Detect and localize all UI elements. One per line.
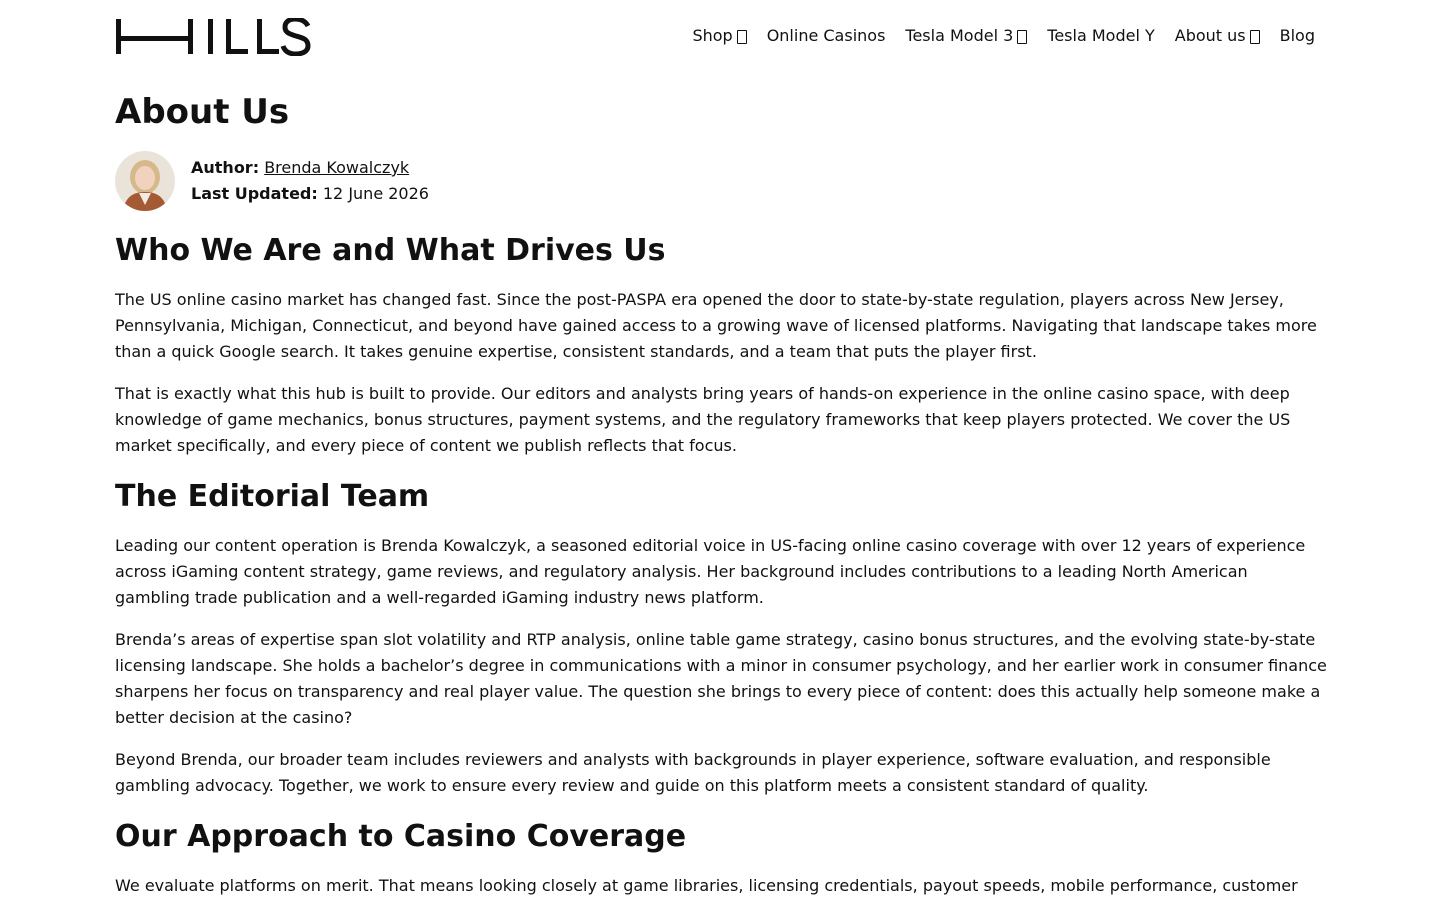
dropdown-icon (1017, 30, 1027, 44)
nav-label: Online Casinos (766, 26, 886, 45)
section-heading: The Editorial Team (115, 479, 430, 514)
dropdown-icon (1250, 30, 1260, 44)
paragraph: The US online casino market has changed fast. Since the post-PASPA era opened the door to state-by-state regulation, players across New Jersey, Pennsylvania, Michigan, Connecticut, and beyond have gained access to a growing wave of licensed platforms. Navigating that landscape takes more than a quick Google search. It takes genuine expertise, consistent standards, and a team that puts the player first. (115, 290, 1317, 361)
paragraph: Beyond Brenda, our broader team includes reviewers and analysts with backgrounds in player experience, software evaluation, and responsible gambling advocacy. Together, we work to ensure every review and guide on this platform meets a consistent standard of quality. (115, 750, 1271, 795)
author-avatar (115, 151, 175, 211)
nav-item-shop[interactable] (692, 26, 746, 45)
nav-item-blog[interactable] (1280, 26, 1315, 45)
nav-label: Blog (1279, 26, 1315, 45)
paragraph: That is exactly what this hub is built to provide. Our editors and analysts bring years of hands-on experience in the online casino space, with deep knowledge of game mechanics, bonus structures, payment systems, and the regulatory frameworks that keep players protected. We cover the US market specifically, and every piece of content we publish reflects that focus. (115, 384, 1291, 455)
author-label: Author: (191, 158, 260, 177)
paragraph: Brenda’s areas of expertise span slot volatility and RTP analysis, online table game strategy, casino bonus structures, and the evolving state-by-state licensing landscape. She holds a bachelor’s degree in communications with a minor in consumer psychology, and her earlier work in consumer finance sharpens her focus on transparency and real player value. The question she brings to every piece of content: does this actually help someone make a better decision at the casino? (115, 630, 1327, 727)
main-content (115, 88, 1327, 915)
section-heading: Who We Are and What Drives Us (115, 233, 666, 268)
section-who-we-are (115, 229, 1327, 459)
page-title: About Us (115, 92, 290, 132)
updated-label: Last Updated: (191, 184, 318, 203)
author-meta (191, 155, 429, 207)
dropdown-icon (737, 30, 747, 44)
updated-date: 12 June 2026 (322, 184, 429, 203)
main-nav (692, 26, 1315, 45)
section-heading: Our Approach to Casino Coverage (115, 819, 687, 854)
nav-item-online-casinos[interactable] (767, 26, 886, 45)
site-header (0, 0, 1440, 74)
author-name-link[interactable]: Brenda Kowalczyk (264, 158, 410, 177)
nav-label: Tesla Model 3 (905, 26, 1014, 45)
nav-label: Shop (692, 26, 733, 45)
nav-item-tesla-model-3[interactable] (905, 26, 1027, 45)
site-logo[interactable] (115, 18, 311, 56)
nav-item-about-us[interactable] (1175, 26, 1260, 45)
section-approach (115, 815, 1327, 899)
author-block (115, 151, 1327, 211)
paragraph: Leading our content operation is Brenda Kowalczyk, a seasoned editorial voice in US-facing online casino coverage with over 12 years of experience across iGaming content strategy, game reviews, and regulatory analysis. Her background includes contributions to a leading North American gambling trade publication and a well-regarded iGaming industry news platform. (115, 536, 1306, 607)
paragraph: We evaluate platforms on merit. That means looking closely at game libraries, licensing credentials, payout speeds, mobile performance, customer (115, 876, 1298, 895)
updated-line (191, 181, 429, 207)
nav-item-tesla-model-y[interactable] (1047, 26, 1154, 45)
author-line (191, 155, 429, 181)
nav-label: Tesla Model Y (1047, 26, 1155, 45)
section-editorial-team (115, 475, 1327, 799)
nav-label: About us (1174, 26, 1246, 45)
